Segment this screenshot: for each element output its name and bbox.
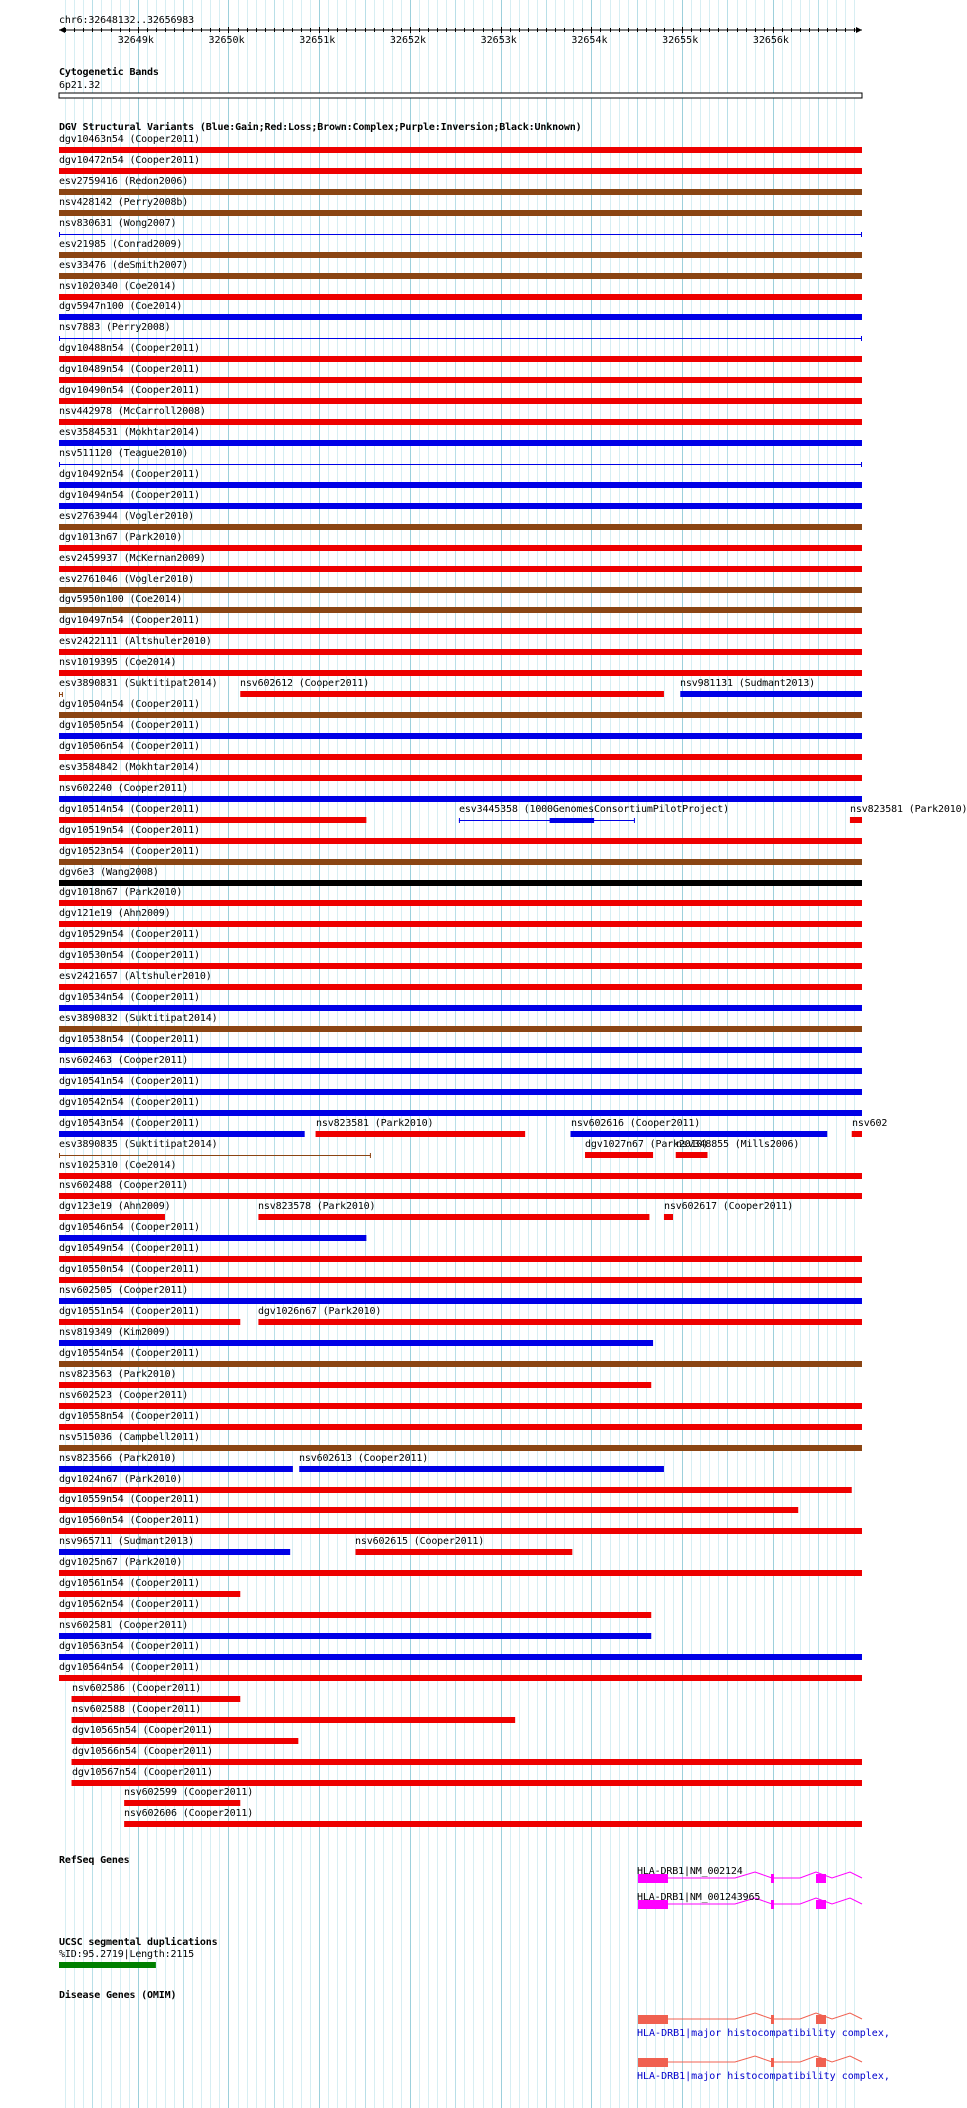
dgv-feature-label[interactable]: dgv10561n54 (Cooper2011) <box>59 1578 200 1589</box>
dgv-feature-label[interactable]: nsv981131 (Sudmant2013) <box>680 678 816 689</box>
dgv-feature-label[interactable]: nsv823581 (Park2010) <box>316 1118 434 1129</box>
dgv-feature-bar[interactable] <box>124 1800 240 1806</box>
dgv-feature-label[interactable]: dgv121e19 (Ahn2009) <box>59 908 171 919</box>
omim-gene-model[interactable] <box>638 2056 862 2067</box>
dgv-feature-bar[interactable] <box>59 314 862 320</box>
dgv-feature-bar[interactable] <box>59 1131 305 1137</box>
dgv-feature-label[interactable]: dgv10523n54 (Cooper2011) <box>59 846 200 857</box>
dgv-feature-bar[interactable] <box>59 1403 862 1409</box>
dgv-feature-label[interactable]: dgv10542n54 (Cooper2011) <box>59 1097 200 1108</box>
dgv-feature-bar[interactable] <box>59 984 862 990</box>
dgv-feature-bar[interactable] <box>59 1193 862 1199</box>
dgv-feature-bar[interactable] <box>59 419 862 425</box>
segdup-bar[interactable] <box>59 1962 156 1968</box>
dgv-feature-bar[interactable] <box>316 1131 526 1137</box>
dgv-feature-label[interactable]: nsv602523 (Cooper2011) <box>59 1390 189 1401</box>
dgv-feature-label[interactable]: dgv10543n54 (Cooper2011) <box>59 1118 200 1129</box>
omim-exon[interactable] <box>771 2058 774 2067</box>
dgv-feature-bar[interactable] <box>664 1214 673 1220</box>
dgv-feature-bar[interactable] <box>59 1549 290 1555</box>
ruler-right-arrow <box>856 27 862 33</box>
dgv-feature-label[interactable]: nsv1019395 (Coe2014) <box>59 657 177 668</box>
dgv-feature-label[interactable]: dgv10490n54 (Cooper2011) <box>59 385 200 396</box>
dgv-feature-label[interactable]: dgv10489n54 (Cooper2011) <box>59 364 200 375</box>
dgv-feature-label[interactable]: nsv442978 (McCarroll2008) <box>59 406 206 417</box>
dgv-feature-label[interactable]: nsv602581 (Cooper2011) <box>59 1620 189 1631</box>
dgv-feature-label[interactable]: dgv10541n54 (Cooper2011) <box>59 1076 200 1087</box>
dgv-feature-bar[interactable] <box>59 1591 240 1597</box>
omim-exon[interactable] <box>816 2058 826 2067</box>
dgv-feature-label[interactable]: dgv1013n67 (Park2010) <box>59 532 183 543</box>
dgv-feature-bar[interactable] <box>59 252 862 258</box>
dgv-feature-label[interactable]: dgv10472n54 (Cooper2011) <box>59 155 200 166</box>
dgv-feature-label[interactable]: dgv10549n54 (Cooper2011) <box>59 1243 200 1254</box>
dgv-feature-label[interactable]: dgv10506n54 (Cooper2011) <box>59 741 200 752</box>
dgv-feature-label[interactable]: dgv10463n54 (Cooper2011) <box>59 134 200 145</box>
dgv-feature-label[interactable]: dgv10567n54 (Cooper2011) <box>72 1767 213 1778</box>
dgv-feature-bar[interactable] <box>59 189 862 195</box>
dgv-feature-bar[interactable] <box>59 377 862 383</box>
dgv-feature-bar[interactable] <box>59 147 862 153</box>
dgv-feature-bar[interactable] <box>59 356 862 362</box>
dgv-feature-label[interactable]: nsv830631 (Wong2007) <box>59 218 177 229</box>
dgv-feature-bar[interactable] <box>59 817 366 823</box>
dgv-feature-bar[interactable] <box>850 817 862 823</box>
dgv-feature-label[interactable]: nsv602613 (Cooper2011) <box>299 1453 429 1464</box>
dgv-feature-label[interactable]: dgv10504n54 (Cooper2011) <box>59 699 200 710</box>
dgv-feature-bar[interactable] <box>59 566 862 572</box>
dgv-feature-bar[interactable] <box>59 1445 862 1451</box>
cytoband-bar[interactable] <box>59 93 862 98</box>
dgv-feature-bar[interactable] <box>59 440 862 446</box>
dgv-feature-bar[interactable] <box>59 1110 862 1116</box>
dgv-feature-bar[interactable] <box>59 503 862 509</box>
dgv-feature-label[interactable]: nsv602588 (Cooper2011) <box>72 1704 202 1715</box>
dgv-feature-bar[interactable] <box>72 1759 862 1765</box>
dgv-feature-label[interactable]: dgv1018n67 (Park2010) <box>59 887 183 898</box>
omim-gene-model[interactable] <box>638 2013 862 2024</box>
dgv-feature-label[interactable]: dgv10565n54 (Cooper2011) <box>72 1725 213 1736</box>
dgv-feature-bar[interactable] <box>59 1654 862 1660</box>
dgv-feature-label[interactable]: dgv10564n54 (Cooper2011) <box>59 1662 200 1673</box>
dgv-feature-label[interactable]: dgv10550n54 (Cooper2011) <box>59 1264 200 1275</box>
dgv-feature-label[interactable]: dgv10494n54 (Cooper2011) <box>59 490 200 501</box>
dgv-feature-label[interactable]: dgv1026n67 (Park2010) <box>258 1306 382 1317</box>
dgv-feature-label[interactable]: esv2761046 (Vogler2010) <box>59 574 195 585</box>
ruler-tick-label: 32654k <box>571 35 608 46</box>
dgv-feature-bar[interactable] <box>59 1361 862 1367</box>
dgv-feature-bar[interactable] <box>124 1821 862 1827</box>
dgv-feature-bar[interactable] <box>59 587 862 593</box>
dgv-feature-bar[interactable] <box>240 691 664 697</box>
dgv-feature-bar[interactable] <box>59 670 862 676</box>
dgv-feature-label[interactable]: nsv428142 (Perry2008b) <box>59 197 189 208</box>
dgv-feature-label[interactable]: nsv823566 (Park2010) <box>59 1453 177 1464</box>
dgv-feature-label[interactable]: dgv10538n54 (Cooper2011) <box>59 1034 200 1045</box>
dgv-feature-label[interactable]: dgv10534n54 (Cooper2011) <box>59 992 200 1003</box>
dgv-feature-bar[interactable] <box>59 942 862 948</box>
dgv-feature-bar[interactable] <box>59 545 862 551</box>
dgv-feature-label[interactable]: esv3584531 (Mokhtar2014) <box>59 427 200 438</box>
dgv-feature-bar[interactable] <box>258 1214 649 1220</box>
cytoband-name: 6p21.32 <box>59 80 101 91</box>
dgv-feature-label[interactable]: nsv511120 (Teague2010) <box>59 448 189 459</box>
dgv-feature-bar[interactable] <box>59 963 862 969</box>
omim-gene-label[interactable]: HLA-DRB1|major histocompatibility complex, <box>637 2028 890 2039</box>
dgv-feature-label[interactable]: dgv10505n54 (Cooper2011) <box>59 720 200 731</box>
segdup-label[interactable]: %ID:95.2719|Length:2115 <box>59 1949 195 1960</box>
dgv-feature-bar[interactable] <box>59 628 862 634</box>
refseq-exon[interactable] <box>771 1900 774 1909</box>
dgv-feature-label[interactable]: nsv602612 (Cooper2011) <box>240 678 370 689</box>
dgv-feature-label[interactable]: dgv10560n54 (Cooper2011) <box>59 1515 200 1526</box>
dgv-feature-bar[interactable] <box>59 294 862 300</box>
dgv-feature-label[interactable]: nsv602505 (Cooper2011) <box>59 1285 189 1296</box>
omim-exon[interactable] <box>638 2058 668 2067</box>
dgv-feature-label[interactable]: nsv602599 (Cooper2011) <box>124 1787 254 1798</box>
dgv-feature-bar[interactable] <box>59 1528 862 1534</box>
refseq-gene-label[interactable]: HLA-DRB1|NM_002124 <box>637 1866 743 1877</box>
dgv-feature-label[interactable]: dgv10514n54 (Cooper2011) <box>59 804 200 815</box>
dgv-feature-label[interactable]: nsv515036 (Campbell2011) <box>59 1432 200 1443</box>
dgv-feature-bar[interactable] <box>59 733 862 739</box>
dgv-feature-label[interactable]: nsv602606 (Cooper2011) <box>124 1808 254 1819</box>
dgv-feature-label[interactable]: nsv1025310 (Coe2014) <box>59 1160 177 1171</box>
dgv-feature-label[interactable]: esv21985 (Conrad2009) <box>59 239 183 250</box>
dgv-feature-bar[interactable] <box>852 1131 862 1137</box>
dgv-feature-label[interactable]: esv2459937 (McKernan2009) <box>59 553 206 564</box>
omim-exon[interactable] <box>771 2015 774 2024</box>
dgv-feature-bar[interactable] <box>571 1131 828 1137</box>
dgv-feature-bar[interactable] <box>59 1173 862 1179</box>
dgv-feature-bar[interactable] <box>59 1068 862 1074</box>
dgv-feature-bar[interactable] <box>59 607 862 613</box>
refseq-gene-label[interactable]: HLA-DRB1|NM_001243965 <box>637 1892 761 1903</box>
ruler-tick-label: 32649k <box>117 35 154 46</box>
dgv-feature-label[interactable]: esv3890832 (Suktitipat2014) <box>59 1013 218 1024</box>
dgv-feature-label[interactable]: dgv1024n67 (Park2010) <box>59 1474 183 1485</box>
dgv-feature-bar[interactable] <box>355 1549 572 1555</box>
dgv-feature-label[interactable]: nsv602240 (Cooper2011) <box>59 783 189 794</box>
dgv-feature-label[interactable]: dgv10529n54 (Cooper2011) <box>59 929 200 940</box>
dgv-feature-label[interactable]: nsv823563 (Park2010) <box>59 1369 177 1380</box>
refseq-exon[interactable] <box>816 1900 826 1909</box>
dgv-feature-label[interactable]: esv2763944 (Vogler2010) <box>59 511 195 522</box>
dgv-feature-bar[interactable] <box>680 691 862 697</box>
cytoband-track-title[interactable]: Cytogenetic Bands <box>59 67 159 78</box>
dgv-feature-bar[interactable] <box>59 1277 862 1283</box>
dgv-feature-label[interactable]: dgv1025n67 (Park2010) <box>59 1557 183 1568</box>
ruler-tick-label: 32651k <box>299 35 336 46</box>
ruler-tick-label: 32653k <box>480 35 517 46</box>
dgv-feature-label[interactable]: esv3890835 (Suktitipat2014) <box>59 1139 218 1150</box>
dgv-feature-bar[interactable] <box>59 1235 366 1241</box>
omim-exon[interactable] <box>638 2015 668 2024</box>
dgv-feature-label[interactable]: nsv602586 (Cooper2011) <box>72 1683 202 1694</box>
dgv-feature-label[interactable]: esv2421657 (Altshuler2010) <box>59 971 212 982</box>
dgv-feature-label[interactable]: dgv1027n67 (Park2010) <box>585 1139 709 1150</box>
dgv-feature-bar[interactable] <box>59 900 862 906</box>
dgv-feature-label[interactable]: nsv823578 (Park2010) <box>258 1201 376 1212</box>
dgv-feature-label[interactable]: dgv10530n54 (Cooper2011) <box>59 950 200 961</box>
omim-gene-label[interactable]: HLA-DRB1|major histocompatibility complex, <box>637 2071 890 2082</box>
dgv-feature-bar[interactable] <box>59 796 862 802</box>
dgv-feature-label[interactable]: nsv1020340 (Coe2014) <box>59 281 177 292</box>
dgv-feature-bar[interactable] <box>550 818 594 823</box>
dgv-feature-bar[interactable] <box>59 859 862 865</box>
dgv-feature-bar[interactable] <box>59 1256 862 1262</box>
dgv-feature-bar[interactable] <box>59 1005 862 1011</box>
dgv-feature-bar[interactable] <box>59 273 862 279</box>
dgv-feature-bar[interactable] <box>59 775 862 781</box>
dgv-feature-bar[interactable] <box>59 838 862 844</box>
dgv-feature-label[interactable]: dgv10554n54 (Cooper2011) <box>59 1348 200 1359</box>
dgv-feature-label[interactable]: esv2759416 (Redon2006) <box>59 176 189 187</box>
dgv-feature-label[interactable]: esv3584842 (Mokhtar2014) <box>59 762 200 773</box>
dgv-feature-label[interactable]: esv3890831 (Suktitipat2014) <box>59 678 218 689</box>
dgv-feature-bar[interactable] <box>72 1717 516 1723</box>
dgv-feature-label[interactable]: nsv602617 (Cooper2011) <box>664 1201 794 1212</box>
dgv-feature-bar[interactable] <box>59 168 862 174</box>
omim-track-title[interactable]: Disease Genes (OMIM) <box>59 1990 177 2001</box>
dgv-feature-bar[interactable] <box>59 1340 653 1346</box>
dgv-feature-label[interactable]: nsv823581 (Park2010) <box>850 804 967 815</box>
dgv-feature-label[interactable]: dgv6e3 (Wang2008) <box>59 867 159 878</box>
dgv-feature-label[interactable]: dgv10559n54 (Cooper2011) <box>59 1494 200 1505</box>
dgv-feature-bar[interactable] <box>59 1319 240 1325</box>
ruler-tick-label: 32655k <box>662 35 699 46</box>
dgv-feature-label[interactable]: dgv10563n54 (Cooper2011) <box>59 1641 200 1652</box>
ruler-position: chr6:32648132..32656983 <box>59 15 195 26</box>
dgv-feature-label[interactable]: esv2422111 (Altshuler2010) <box>59 636 212 647</box>
omim-intron <box>668 2056 862 2062</box>
omim-intron <box>668 2013 862 2019</box>
dgv-feature-label[interactable]: nsv965711 (Sudmant2013) <box>59 1536 195 1547</box>
dgv-feature-bar[interactable] <box>59 1612 651 1618</box>
dgv-feature-label[interactable]: nsv7883 (Perry2008) <box>59 322 171 333</box>
dgv-feature-bar[interactable] <box>72 1696 241 1702</box>
dgv-feature-label[interactable]: nsv348855 (Mills2006) <box>676 1139 800 1150</box>
dgv-feature-bar[interactable] <box>59 1298 862 1304</box>
dgv-feature-label[interactable]: dgv10562n54 (Cooper2011) <box>59 1599 200 1610</box>
dgv-feature-label[interactable]: dgv10558n54 (Cooper2011) <box>59 1411 200 1422</box>
refseq-exon[interactable] <box>816 1874 826 1883</box>
dgv-track-title[interactable]: DGV Structural Variants (Blue:Gain;Red:Loss;Brown:Complex;Purple:Inversion;Black:Unknown) <box>59 122 582 133</box>
dgv-feature-label[interactable]: esv3445358 (1000GenomesConsortiumPilotProject) <box>459 804 730 815</box>
dgv-feature-bar[interactable] <box>59 880 862 886</box>
dgv-feature-bar[interactable] <box>59 1214 165 1220</box>
dgv-feature-bar[interactable] <box>59 1026 862 1032</box>
dgv-feature-label[interactable]: dgv5947n100 (Coe2014) <box>59 301 183 312</box>
dgv-feature-bar[interactable] <box>59 1507 798 1513</box>
dgv-feature-label[interactable]: nsv602463 (Cooper2011) <box>59 1055 189 1066</box>
dgv-feature-label[interactable]: esv33476 (deSmith2007) <box>59 260 189 271</box>
ruler-tick-label: 32652k <box>389 35 427 46</box>
dgv-feature-label[interactable]: nsv602616 (Cooper2011) <box>571 1118 701 1129</box>
dgv-feature-label[interactable]: nsv602488 (Cooper2011) <box>59 1180 189 1191</box>
dgv-feature-bar[interactable] <box>59 1382 651 1388</box>
dgv-feature-label[interactable]: dgv10551n54 (Cooper2011) <box>59 1306 200 1317</box>
dgv-feature-bar[interactable] <box>72 1780 862 1786</box>
dgv-feature-bar[interactable] <box>59 398 862 404</box>
dgv-feature-bar[interactable] <box>72 1738 299 1744</box>
dgv-feature-label[interactable]: nsv602 <box>852 1118 888 1129</box>
segdup-track-title[interactable]: UCSC segmental duplications <box>59 1937 218 1948</box>
dgv-feature-bar[interactable] <box>59 210 862 216</box>
dgv-feature-label[interactable]: dgv10546n54 (Cooper2011) <box>59 1222 200 1233</box>
omim-exon[interactable] <box>816 2015 826 2024</box>
dgv-feature-bar[interactable] <box>59 712 862 718</box>
dgv-feature-bar[interactable] <box>59 754 862 760</box>
refseq-exon[interactable] <box>771 1874 774 1883</box>
dgv-feature-bar[interactable] <box>59 1633 651 1639</box>
dgv-feature-label[interactable]: dgv10519n54 (Cooper2011) <box>59 825 200 836</box>
dgv-feature-label[interactable]: dgv10492n54 (Cooper2011) <box>59 469 200 480</box>
dgv-feature-bar[interactable] <box>59 524 862 530</box>
dgv-feature-bar[interactable] <box>258 1319 862 1325</box>
dgv-feature-bar[interactable] <box>676 1152 708 1158</box>
dgv-feature-bar[interactable] <box>59 1675 862 1681</box>
dgv-feature-label[interactable]: dgv5950n100 (Coe2014) <box>59 594 183 605</box>
dgv-feature-bar[interactable] <box>59 482 862 488</box>
dgv-feature-label[interactable]: nsv602615 (Cooper2011) <box>355 1536 485 1547</box>
dgv-feature-label[interactable]: dgv123e19 (Ahn2009) <box>59 1201 171 1212</box>
dgv-feature-bar[interactable] <box>59 1424 862 1430</box>
refseq-track-title[interactable]: RefSeq Genes <box>59 1855 130 1866</box>
dgv-feature-bar[interactable] <box>59 1089 862 1095</box>
dgv-feature-label[interactable]: dgv10488n54 (Cooper2011) <box>59 343 200 354</box>
dgv-feature-bar[interactable] <box>59 1570 862 1576</box>
ruler-tick-label: 32656k <box>752 35 789 46</box>
dgv-feature-bar[interactable] <box>59 1487 852 1493</box>
ruler-left-arrow <box>59 27 65 33</box>
dgv-feature-bar[interactable] <box>59 921 862 927</box>
dgv-feature-bar[interactable] <box>299 1466 664 1472</box>
ruler-tick-label: 32650k <box>208 35 245 46</box>
dgv-feature-label[interactable]: dgv10497n54 (Cooper2011) <box>59 615 200 626</box>
dgv-feature-bar[interactable] <box>59 1047 862 1053</box>
dgv-feature-bar[interactable] <box>59 649 862 655</box>
dgv-feature-label[interactable]: nsv819349 (Kim2009) <box>59 1327 171 1338</box>
dgv-feature-label[interactable]: dgv10566n54 (Cooper2011) <box>72 1746 213 1757</box>
dgv-feature-bar[interactable] <box>585 1152 653 1158</box>
dgv-feature-bar[interactable] <box>59 1466 293 1472</box>
